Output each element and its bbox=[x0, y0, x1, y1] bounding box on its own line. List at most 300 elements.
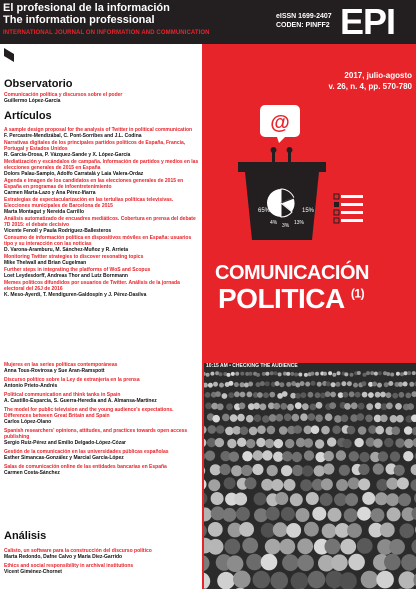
crowd-head bbox=[274, 371, 278, 375]
journal-tagline: INTERNATIONAL JOURNAL ON INFORMATION AND COMMUNICATION bbox=[3, 30, 210, 36]
crowd-head bbox=[398, 493, 411, 506]
article-entry bbox=[4, 127, 200, 139]
crowd-head bbox=[351, 402, 358, 409]
cover-title-word: POLITICA bbox=[218, 283, 344, 314]
cover-title-note: (1) bbox=[350, 286, 365, 301]
crowd-head bbox=[256, 438, 265, 447]
crowd-head bbox=[233, 571, 251, 589]
analisis-title: Calisto, un software para la construcción del discurso político bbox=[4, 548, 152, 554]
crowd-head bbox=[269, 392, 275, 398]
crowd-head bbox=[227, 373, 231, 377]
crowd-head bbox=[392, 426, 401, 435]
crowd-head bbox=[270, 371, 274, 375]
crowd-head bbox=[344, 508, 358, 522]
article-title: Further steps in integrating the platforms of WoS and Scopus bbox=[4, 267, 151, 273]
crowd-head bbox=[347, 523, 362, 538]
crowd-head bbox=[239, 403, 246, 410]
article-title: Memes políticos difundidos por usuarios de Twitter. Análisis de la jornada electoral del 26J de 2016 bbox=[4, 280, 180, 292]
epi-logo: EPI bbox=[340, 1, 396, 42]
crowd-head bbox=[348, 554, 365, 571]
crowd-head bbox=[292, 452, 302, 462]
crowd-head bbox=[208, 539, 224, 555]
crowd-head bbox=[240, 382, 245, 387]
crowd-head bbox=[219, 372, 223, 376]
crowd-head bbox=[354, 438, 363, 447]
crowd-head bbox=[326, 382, 331, 387]
crowd-head bbox=[353, 383, 358, 388]
crowd-head bbox=[290, 493, 303, 506]
crowd-head bbox=[357, 371, 361, 375]
analisis-authors: Marta Redondo, Dafne Calvo y María Díez-Garrido bbox=[4, 554, 123, 560]
crowd-head bbox=[265, 381, 270, 386]
article-entry bbox=[4, 428, 200, 446]
crowd-head bbox=[300, 381, 305, 386]
crowd-head bbox=[358, 426, 367, 435]
crowd-head bbox=[297, 538, 313, 554]
crowd-head bbox=[308, 392, 314, 398]
crowd-head bbox=[222, 508, 236, 522]
crowd-head bbox=[384, 382, 389, 387]
crowd-head bbox=[217, 403, 224, 410]
section-analisis: Análisis bbox=[4, 530, 47, 542]
crowd-head bbox=[399, 392, 405, 398]
crowd-head bbox=[366, 371, 370, 375]
crowd-head bbox=[375, 492, 388, 505]
crowd-head bbox=[323, 463, 334, 474]
article-authors: R. García-Orosa, P. Vázquez-Sande y X. López-García bbox=[4, 152, 131, 158]
crowd-head bbox=[281, 465, 292, 476]
article-authors: Loet Leydesdorff, Andreas Thor and Lutz Bornmann bbox=[4, 273, 128, 279]
crowd-head bbox=[324, 451, 334, 461]
crowd-head bbox=[336, 479, 348, 491]
crowd-head bbox=[253, 450, 263, 460]
journal-title-en: The information professional bbox=[3, 14, 155, 26]
crowd-head bbox=[327, 437, 336, 446]
crowd-head bbox=[256, 373, 260, 377]
crowd-head bbox=[304, 450, 314, 460]
crowd-head bbox=[230, 414, 238, 422]
cover-title-line2 bbox=[218, 283, 364, 315]
article-authors: Carmen Costa-Sánchez bbox=[4, 470, 60, 476]
coden: CODEN: PINFF2 bbox=[276, 22, 330, 29]
crowd-head bbox=[412, 371, 416, 375]
crowd-head bbox=[282, 391, 288, 397]
crowd-head bbox=[279, 539, 295, 555]
crowd-head bbox=[321, 478, 333, 490]
crowd-head bbox=[295, 383, 300, 388]
crowd-head bbox=[302, 403, 309, 410]
crowd-head bbox=[395, 438, 404, 447]
crowd-head bbox=[315, 414, 323, 422]
crowd-head bbox=[208, 425, 217, 434]
crowd-head bbox=[267, 465, 278, 476]
crowd-head bbox=[284, 479, 296, 491]
crowd-head bbox=[375, 403, 382, 410]
crowd-head bbox=[407, 371, 411, 375]
crowd-head bbox=[222, 414, 230, 422]
crowd-head bbox=[315, 392, 321, 398]
crowd-head bbox=[262, 415, 270, 423]
crowd-head bbox=[262, 450, 272, 460]
crowd-head bbox=[386, 478, 398, 490]
crowd-head bbox=[234, 382, 239, 387]
article-authors: Carlos López-Olano bbox=[4, 419, 52, 425]
crowd-head bbox=[345, 493, 358, 506]
article-entry bbox=[4, 254, 200, 266]
crowd-head bbox=[342, 439, 351, 448]
crowd-head bbox=[287, 404, 294, 411]
crowd-head bbox=[213, 382, 218, 387]
crowd-head bbox=[330, 392, 336, 398]
crowd-head bbox=[390, 451, 400, 461]
crowd-head bbox=[334, 415, 342, 423]
crowd-head bbox=[328, 508, 342, 522]
issue-volume: v. 26, n. 4, pp. 570-780 bbox=[328, 82, 412, 91]
crowd-head bbox=[294, 373, 298, 377]
crowd-head bbox=[246, 554, 263, 571]
crowd-head bbox=[220, 464, 231, 475]
article-entry bbox=[4, 178, 200, 196]
crowd-head bbox=[260, 403, 267, 410]
crowd-head bbox=[253, 571, 271, 589]
crowd-head bbox=[314, 465, 325, 476]
crowd-head bbox=[302, 465, 313, 476]
crowd-head bbox=[267, 426, 276, 435]
crowd-head bbox=[224, 539, 240, 555]
crowd-head bbox=[205, 392, 211, 398]
article-title: Monitoring Twitter strategies to discover resonating topics bbox=[4, 254, 144, 260]
crowd-head bbox=[229, 452, 239, 462]
crowd-head bbox=[265, 539, 281, 555]
photo-tag: 10:15 AM • CHECKING THE AUDIENCE bbox=[206, 363, 298, 369]
crowd-head bbox=[403, 382, 408, 387]
crowd-head bbox=[249, 427, 258, 436]
crowd-head bbox=[300, 479, 312, 491]
article-entry bbox=[4, 407, 200, 425]
cover-title-line1: COMUNICACIÓN bbox=[215, 262, 369, 284]
crowd-head bbox=[215, 438, 224, 447]
crowd-head bbox=[392, 393, 398, 399]
crowd-head bbox=[300, 413, 308, 421]
pct-label: 4% bbox=[270, 220, 278, 226]
article-title: Análisis automatizado de encuadres mediáticos. Cobertura en prensa del debate 7D 2015: el debate decisivo bbox=[4, 216, 196, 228]
article-entry bbox=[4, 267, 200, 279]
crowd-head bbox=[404, 426, 413, 435]
crowd-head bbox=[336, 382, 341, 387]
article-title: Narrativas digitales de los principales partidos políticos de España, Francia, Portugal y Estados Unidos bbox=[4, 140, 186, 152]
crowd-head bbox=[361, 571, 379, 589]
crowd-head bbox=[400, 372, 404, 376]
crowd-head bbox=[304, 522, 319, 537]
crowd-head bbox=[378, 451, 388, 461]
crowd-head bbox=[390, 373, 394, 377]
crowd-head bbox=[275, 492, 288, 505]
crowd-head bbox=[242, 538, 258, 554]
article-authors: Dolors Palau-Sampio, Adolfo Carratalá y Laia Valera-Ordaz bbox=[4, 171, 144, 177]
article-authors: Anna Tous-Rovirosa y Sue Aran-Ramspott bbox=[4, 368, 105, 374]
crowd-head bbox=[325, 413, 333, 421]
pct-label: 65% bbox=[258, 208, 271, 214]
crowd-head bbox=[373, 439, 382, 448]
crowd-head bbox=[217, 572, 235, 589]
crowd-head bbox=[341, 415, 349, 423]
crowd-head bbox=[347, 426, 356, 435]
crowd-head bbox=[304, 438, 313, 447]
crowd-head bbox=[316, 402, 323, 409]
article-authors: Marta Montagut y Nereida Carrillo bbox=[4, 209, 85, 215]
crowd-head bbox=[293, 425, 302, 434]
crowd-head bbox=[374, 372, 378, 376]
crowd-head bbox=[325, 391, 331, 397]
crowd-head bbox=[340, 539, 356, 555]
pct-label: 3% bbox=[282, 223, 290, 229]
crowd-head bbox=[292, 465, 303, 476]
crowd-head bbox=[269, 414, 277, 422]
crowd-head bbox=[291, 572, 309, 589]
audience-photo bbox=[204, 363, 416, 589]
crowd-head bbox=[405, 393, 411, 399]
crowd-head bbox=[295, 402, 302, 409]
crowd-head bbox=[386, 392, 392, 398]
crowd-head bbox=[206, 373, 210, 377]
crowd-head bbox=[331, 554, 348, 571]
article-authors: Vicente Fenoll y Paula Rodríguez-Ballesteros bbox=[4, 228, 112, 234]
crowd-head bbox=[315, 439, 324, 448]
crowd-head bbox=[205, 403, 212, 410]
crowd-head bbox=[240, 392, 246, 398]
crowd-head bbox=[323, 372, 327, 376]
crowd-head bbox=[404, 371, 408, 375]
article-entry bbox=[4, 159, 200, 177]
crowd-head bbox=[271, 479, 283, 491]
crowd-head bbox=[310, 404, 317, 411]
crowd-head bbox=[366, 403, 373, 410]
crowd-head bbox=[328, 371, 332, 375]
crowd-head bbox=[257, 392, 263, 398]
crowd-head bbox=[266, 507, 280, 521]
crowd-head bbox=[380, 415, 388, 423]
crowd-head bbox=[312, 507, 326, 521]
crowd-head bbox=[273, 452, 283, 462]
crowd-head bbox=[386, 403, 393, 410]
crowd-head bbox=[375, 392, 381, 398]
crowd-head bbox=[254, 414, 262, 422]
crowd-head bbox=[362, 492, 375, 505]
crowd-head bbox=[263, 392, 269, 398]
crowd-head bbox=[394, 465, 405, 476]
crowd-head bbox=[325, 539, 341, 555]
crowd-head bbox=[404, 439, 413, 448]
crowd-head bbox=[215, 391, 221, 397]
article-authors: Carmen Marta-Lazo y Ana Pérez-Iñarra bbox=[4, 190, 96, 196]
crowd-head bbox=[387, 507, 401, 521]
crowd-head bbox=[305, 382, 310, 387]
pct-label: 15% bbox=[302, 208, 315, 214]
crowd-head bbox=[248, 382, 253, 387]
article-title: Salas de comunicación online de las entidades bancarias en España bbox=[4, 464, 167, 470]
crowd-head bbox=[253, 403, 260, 410]
crowd-head bbox=[348, 477, 360, 489]
article-authors: A. Castillo-Esparcia, S. Guerra-Heredia and A. Almansa-Martínez bbox=[4, 398, 157, 404]
article-title: Estrategias de espectacularización en las tertulias políticas televisivas. Elecciones municipales de Barcelona de 2015 bbox=[4, 197, 174, 209]
crowd-head bbox=[241, 465, 252, 476]
crowd-head bbox=[239, 522, 254, 537]
crowd-head bbox=[358, 403, 365, 410]
crowd-head bbox=[282, 554, 299, 571]
crowd-head bbox=[246, 439, 255, 448]
article-title: Agenda e imagen de los candidatos en las elecciones generales de 2015 en España en programas de infoentretenimiento bbox=[4, 178, 184, 190]
article-authors: Antonio Prieto-Andrés bbox=[4, 383, 58, 389]
crowd-head bbox=[370, 508, 384, 522]
crowd-head bbox=[225, 427, 234, 436]
crowd-head bbox=[276, 414, 284, 422]
crowd-head bbox=[357, 538, 373, 554]
crowd-head bbox=[315, 372, 319, 376]
crowd-head bbox=[234, 391, 240, 397]
article-title: Consumo de información política en dispositivos móviles en España: usuarios tipo y su interacción con las noticias bbox=[4, 235, 192, 247]
crowd-head bbox=[261, 554, 278, 571]
crowd-head bbox=[232, 426, 241, 435]
issn-block bbox=[276, 12, 332, 30]
crowd-head bbox=[301, 392, 307, 398]
crowd-head bbox=[399, 523, 414, 538]
crowd-head bbox=[332, 425, 341, 434]
crowd-head bbox=[365, 415, 373, 423]
crowd-head bbox=[341, 381, 346, 386]
crowd-head bbox=[224, 477, 236, 489]
crowd-head bbox=[282, 451, 292, 461]
observatorio-subtitle: Comunicación política y discursos sobre el poder bbox=[4, 92, 123, 98]
crowd-head bbox=[390, 415, 398, 423]
crowd-head bbox=[265, 372, 269, 376]
crowd-head bbox=[375, 426, 384, 435]
article-entry bbox=[4, 464, 200, 476]
analisis-authors: Vicent Giménez-Chornet bbox=[4, 569, 62, 575]
crowd-head bbox=[285, 439, 294, 448]
crowd-head bbox=[329, 402, 336, 409]
crowd-head bbox=[308, 413, 316, 421]
crowd-head bbox=[273, 403, 280, 410]
crowd-head bbox=[343, 392, 349, 398]
crowd-head bbox=[235, 372, 239, 376]
crowd-head bbox=[262, 372, 266, 376]
crowd-head bbox=[372, 382, 377, 387]
section-articulos: Artículos bbox=[4, 110, 52, 122]
crowd-head bbox=[380, 523, 395, 538]
crowd-head bbox=[395, 403, 402, 410]
crowd-head bbox=[321, 426, 330, 435]
crowd-head bbox=[227, 555, 244, 572]
crowd-head bbox=[252, 464, 263, 475]
journal-header bbox=[0, 0, 416, 44]
crowd-head bbox=[260, 381, 265, 386]
section-observatorio: Observatorio bbox=[4, 78, 73, 90]
crowd-head bbox=[270, 572, 288, 589]
crowd-head bbox=[296, 508, 310, 522]
crowd-head bbox=[237, 438, 246, 447]
crowd-head bbox=[246, 415, 254, 423]
crowd-head bbox=[397, 477, 409, 489]
crowd-head bbox=[249, 372, 253, 376]
crowd-head bbox=[386, 372, 390, 376]
crowd-head bbox=[409, 382, 414, 387]
article-title: Political communication and think tanks in Spain bbox=[4, 392, 121, 398]
crowd-head bbox=[363, 373, 367, 377]
crowd-head bbox=[231, 372, 235, 376]
crowd-head bbox=[231, 465, 242, 476]
crowd-head bbox=[370, 371, 374, 375]
crowd-head bbox=[228, 381, 233, 386]
crowd-head bbox=[226, 403, 233, 410]
crowd-head bbox=[273, 522, 288, 537]
crowd-head bbox=[228, 392, 234, 398]
crowd-head bbox=[368, 392, 374, 398]
crowd-head bbox=[280, 403, 287, 410]
crowd-head bbox=[378, 371, 382, 375]
crowd-head bbox=[290, 372, 294, 376]
crowd-head bbox=[331, 382, 336, 387]
crowd-head bbox=[265, 439, 274, 448]
crowd-head bbox=[227, 439, 236, 448]
crowd-head bbox=[358, 464, 369, 475]
crowd-head bbox=[222, 393, 228, 399]
issn: eISSN 1699-2407 bbox=[276, 13, 332, 20]
crowd-head bbox=[237, 414, 245, 422]
crowd-image bbox=[204, 363, 416, 589]
article-entry bbox=[4, 362, 200, 374]
crowd-head bbox=[286, 372, 290, 376]
article-title: The model for public television and the young audience's expectations. Differences between Great Britain and Spain bbox=[4, 407, 174, 419]
crowd-head bbox=[242, 451, 252, 461]
journal-title-es: El profesional de la información bbox=[3, 2, 170, 14]
crowd-head bbox=[240, 426, 249, 435]
crowd-head bbox=[376, 571, 394, 589]
crowd-head bbox=[399, 571, 416, 589]
crowd-head bbox=[278, 372, 282, 376]
article-entry bbox=[4, 392, 200, 404]
crowd-head bbox=[292, 414, 300, 422]
article-authors: Esther Simancas-González y Marcial García-López bbox=[4, 455, 124, 461]
article-entry bbox=[4, 140, 200, 158]
crowd-head bbox=[347, 381, 352, 386]
podium-illustration bbox=[220, 100, 370, 250]
crowd-head bbox=[398, 382, 403, 387]
crowd-head bbox=[284, 414, 292, 422]
crowd-head bbox=[359, 452, 369, 462]
article-title: Gestión de la comunicación en las universidades públicas españolas bbox=[4, 449, 169, 455]
article-entry bbox=[4, 280, 200, 298]
crowd-head bbox=[320, 493, 333, 506]
crowd-head bbox=[208, 383, 213, 388]
analisis-entry bbox=[4, 548, 200, 560]
article-authors: F. Percastre-Mendizábal, C. Pont-Sorribes and J.L. Codina bbox=[4, 133, 142, 139]
crowd-head bbox=[210, 372, 214, 376]
corner-mark-icon bbox=[4, 48, 14, 62]
crowd-head bbox=[317, 382, 322, 387]
crowd-head bbox=[205, 451, 215, 461]
article-entry bbox=[4, 216, 200, 234]
crowd-head bbox=[384, 438, 393, 447]
article-title: Discurso político sobre la Ley de extranjería en la prensa bbox=[4, 377, 140, 383]
crowd-head bbox=[337, 371, 341, 375]
crowd-head bbox=[336, 450, 346, 460]
article-title: A sample design proposal for the analysis of Twitter in political communication bbox=[4, 127, 193, 133]
crowd-head bbox=[332, 373, 336, 377]
crowd-head bbox=[286, 523, 301, 538]
crowd-head bbox=[274, 439, 283, 448]
crowd-head bbox=[334, 493, 347, 506]
crowd-head bbox=[310, 372, 314, 376]
